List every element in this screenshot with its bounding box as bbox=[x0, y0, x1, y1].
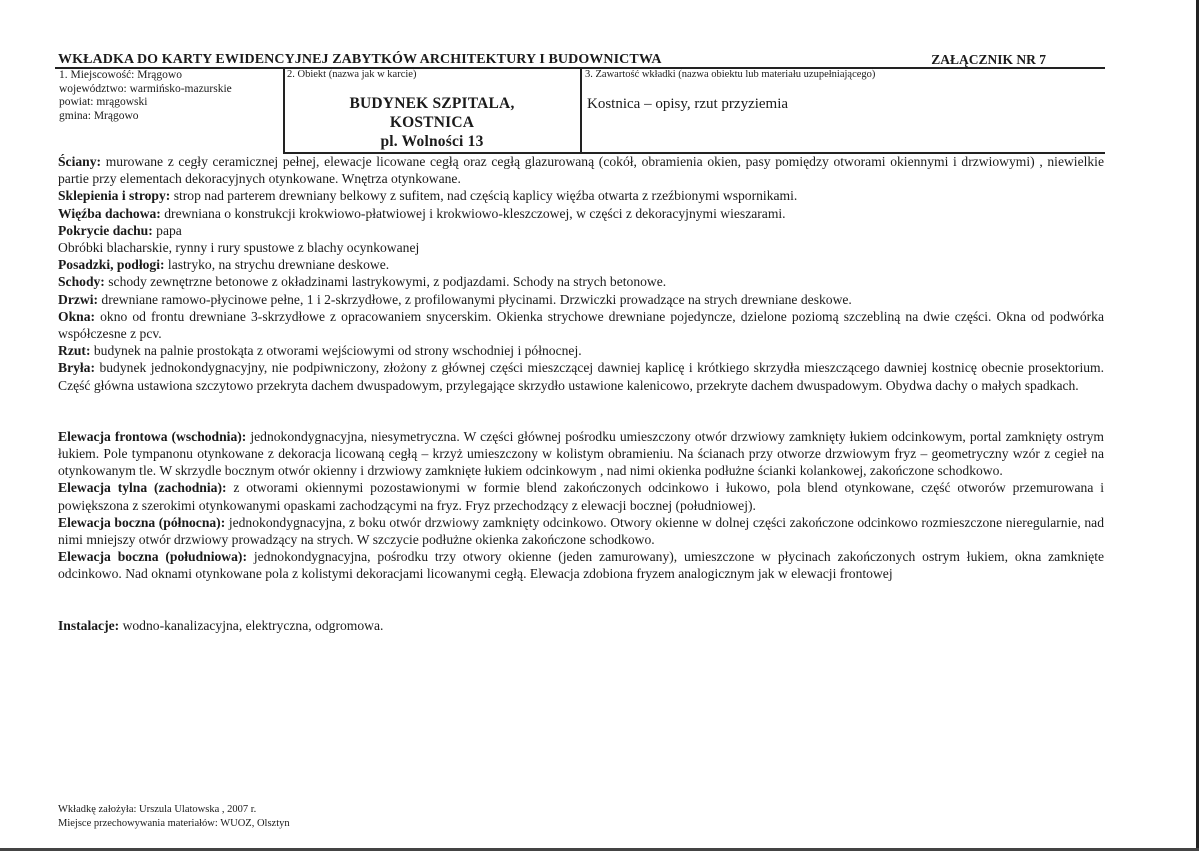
section-label: Elewacja tylna (zachodnia): bbox=[58, 480, 227, 496]
section-floors bbox=[58, 256, 1104, 273]
section-text: jednokondygnacyjna, pośrodku trzy otwory okienne (jeden zamurowany), umieszczone w płycinach zakończonych ostrym łukiem, okna zamknięte odcinkowo. Nad oknami otynkowane pola z kolistymi dekoracjami licowanymi cegłą. Elewacja zdobiona fryzem analogicznym jak w elewacji frontowej bbox=[58, 549, 1105, 582]
section-label: Elewacja frontowa (wschodnia): bbox=[58, 428, 247, 444]
section-text: jednokondygnacyjna, z boku otwór drzwiowy zamknięty odcinkowo. Otwory okienne w dolnej części zakończone odcinkowo rozmieszczone nieregularnie, nad nimi mniejszy otwór drzwiowy prowadzący na strych. W szczycie podłużne okienka zakończone schodkowo. bbox=[58, 514, 1104, 548]
content-value: Kostnica – opisy, rzut przyziemia bbox=[587, 96, 789, 112]
paragraph-spacer bbox=[58, 411, 1104, 428]
section-south-elevation bbox=[58, 548, 1104, 582]
section-text: papa bbox=[152, 222, 182, 238]
section-stairs bbox=[58, 273, 1104, 290]
footer-storage: Miejsce przechowywania materiałów: WUOZ, Olsztyn bbox=[58, 818, 290, 829]
section-label: Okna: bbox=[58, 308, 96, 324]
object-name bbox=[287, 94, 577, 151]
document-footer bbox=[58, 803, 290, 831]
section-text: strop nad parterem drewniany belkowy z sufitem, nad częścią kaplicy więźba otwarta z rzeźbionymi wspornikami. bbox=[170, 188, 798, 204]
section-roofing bbox=[58, 222, 1104, 239]
section-rear-elevation bbox=[58, 479, 1104, 513]
section-text: drewniane ramowo-płycinowe pełne, 1 i 2-skrzydłowe, z profilowanymi płycinami. Drzwiczki prowadzące na strych drewniane deskowe. bbox=[98, 291, 852, 307]
object-name-line: BUDYNEK SZPITALA, bbox=[349, 95, 515, 112]
table-column-divider bbox=[283, 68, 285, 152]
section-text: budynek na palnie prostokąta z otworami wejściowymi od strony wschodniej i północnej. bbox=[90, 343, 582, 359]
content-label: 3. Zawartość wkładki (nazwa obiektu lub materiału uzupełniającego) bbox=[585, 69, 876, 80]
location-town: 1. Miejscowość: Mrągowo bbox=[59, 69, 182, 81]
section-installations bbox=[58, 617, 1104, 634]
section-label: Instalacje: bbox=[58, 617, 120, 633]
section-walls bbox=[58, 153, 1104, 187]
section-plan bbox=[58, 342, 1104, 359]
section-text: murowane z cegły ceramicznej pełnej, elewacje licowane cegłą oraz cegłą glazurowaną (cokół, obramienia okien, pasy pomiędzy otworami okiennymi i drzwiowymi) , niewielkie partie przy elementach dekoracyjnych otynkowane. Wnętrza otynkowane. bbox=[58, 154, 1104, 187]
section-flashing: Obróbki blacharskie, rynny i rury spustowe z blachy ocynkowanej bbox=[58, 240, 420, 256]
section-text: budynek jednokondygnacyjny, nie podpiwniczony, złożony z głównej części mieszczącej dawniej kaplicę i krótkiego skrzydła mieszczącego dawniej kostnicę obecnie prosektorium. Część główna ustawiona szczytowo przekryta dachem dwuspadowym, przylegające skrzydło ustawione kalenicowo, przekryte dachem dwuspadowym. Obydwa dachy o małych spadkach. bbox=[58, 360, 1104, 393]
object-address: pl. Wolności 13 bbox=[380, 133, 484, 150]
section-text: jednokondygnacyjna, niesymetryczna. W części głównej pośrodku umieszczony otwór drzwiowy zamknięty łukiem odcinkowym, portal zamknięty ostrym łukiem. Pole tympanonu otynkowane z dekoracja licowaną cegłą – krzyż umieszczony w kolistym obramieniu. Na ścianach przy otworze drzwiowym fryz – geometryczny wzór z cegieł na otynkowanym tle. W skrzydle bocznym otwór okienny i drzwiowy zamknięte łukiem odcinkowym , nad nimi okienka podłużne ścianki kolankowej, zakończone schodkowo. bbox=[58, 428, 1105, 479]
location-commune: gmina: Mrągowo bbox=[59, 109, 139, 122]
object-name-line: KOSTNICA bbox=[389, 114, 475, 131]
section-windows bbox=[58, 308, 1104, 342]
section-label: Schody: bbox=[58, 274, 105, 290]
location-county: powiat: mrągowski bbox=[59, 96, 148, 108]
section-text: okno od frontu drewniane 3-skrzydłowe z opracowaniem snycerskim. Okienka strychowe drewniane pojedyncze, dzielone poziomą szczebliną na dwie części. Okna od podwórka współczesne z pcv. bbox=[58, 308, 1104, 342]
annex-number: ZAŁĄCZNIK NR 7 bbox=[931, 52, 1046, 67]
paragraph-spacer bbox=[58, 583, 1104, 600]
section-label: Elewacja boczna (południowa): bbox=[58, 549, 247, 565]
section-label: Posadzki, podłogi: bbox=[58, 257, 165, 273]
document-title: WKŁADKA DO KARTY EWIDENCYJNEJ ZABYTKÓW ARCHITEKTURY I BUDOWNICTWA bbox=[58, 52, 662, 67]
section-label: Pokrycie dachu: bbox=[58, 222, 153, 238]
section-label: Ściany: bbox=[58, 154, 102, 169]
section-front-elevation bbox=[58, 428, 1104, 480]
section-roof-truss bbox=[58, 205, 1104, 222]
section-label: Elewacja boczna (północna): bbox=[58, 514, 226, 530]
section-doors bbox=[58, 291, 1104, 308]
table-column-divider bbox=[580, 68, 582, 152]
section-text: wodno-kanalizacyjna, elektryczna, odgromowa. bbox=[119, 617, 384, 633]
description-body bbox=[58, 153, 1104, 634]
section-label: Rzut: bbox=[58, 343, 91, 359]
location-cell bbox=[59, 69, 279, 123]
section-massing bbox=[58, 359, 1104, 393]
object-label: 2. Obiekt (nazwa jak w karcie) bbox=[287, 69, 417, 80]
section-text: z otworami okiennymi pozostawionymi w formie blend zakończonych odcinkowo i łukowo, pola blend otynkowane, część otworów przemurowana i powiększona z szerokimi otynkowanymi opaskami zachodzącymi na fryz. Fryz przechodzący z elewacji bocznej (południowej). bbox=[58, 480, 1104, 513]
section-label: Więźba dachowa: bbox=[58, 205, 161, 221]
footer-author: Wkładkę założyła: Urszula Ulatowska , 2007 r. bbox=[58, 804, 257, 815]
section-label: Drzwi: bbox=[58, 291, 99, 307]
paragraph-spacer bbox=[58, 600, 1104, 617]
section-vaults bbox=[58, 187, 1104, 204]
section-text: lastryko, na strychu drewniane deskowe. bbox=[164, 257, 390, 273]
section-label: Bryła: bbox=[58, 360, 95, 376]
paragraph-spacer bbox=[58, 394, 1104, 411]
info-table bbox=[55, 68, 1105, 152]
section-text: schody zewnętrzne betonowe z okładzinami lastrykowymi, z podjazdami. Schody na strych betonowe. bbox=[104, 274, 667, 290]
location-voivodeship: województwo: warmińsko-mazurskie bbox=[59, 82, 232, 95]
section-text: drewniana o konstrukcji krokwiowo-płatwiowej i krokwiowo-kleszczowej, w części z dekoracyjnymi wieszarami. bbox=[160, 205, 786, 221]
section-label: Sklepienia i stropy: bbox=[58, 188, 171, 204]
section-north-elevation bbox=[58, 514, 1104, 548]
